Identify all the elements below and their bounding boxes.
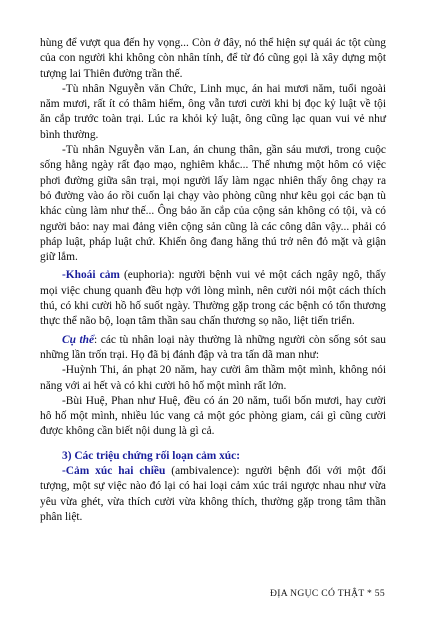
section-heading: 3) Các triệu chứng rối loạn cảm xúc: xyxy=(62,449,240,462)
paragraph-cu-the: Cụ thể: các tù nhân loại này thường là những người còn sống sót sau những lần trốn trại. Họ đã bị đánh đập và tra tấn dã man như: xyxy=(40,333,386,361)
paragraph-nguyen-van-chuc: -Tù nhân Nguyễn văn Chức, Linh mục, án hai mươi năm, tuổi ngoài năm mươi, rất ít có thâm hiểm, ông vẫn tươi cười khi bị đọc kỷ luật về tội ăn cắp trước toàn trại. Lúc ra khỏi kỷ luật, ông cũng lạc quan vui vẻ như bình thường. xyxy=(40,82,386,141)
term-khoai-cam: -Khoái cảm xyxy=(62,269,120,282)
paragraph-khoai-cam: -Khoái cảm (euphoria): người bệnh vui vẻ một cách ngây ngô, thấy mọi việc chung quanh đều hợp với lòng mình, nên cười nói một cách thích thú, có khi cười hồ hố suốt ngày. Thường gặp trong các bệnh có tổn thương thực thể não bộ, loạn tâm thần sau chấn thương sọ não, liệt tiến triển. xyxy=(40,269,386,328)
page-body xyxy=(40,36,386,525)
paragraph-bui-hue: -Bùi Huệ, Phan như Huệ, đều có án 20 năm, tuổi bốn mươi, hay cười hô hố một mình, nhiều lúc vang cả một góc phòng giam, cái gì cũng cười được không cần biết nội dung là gì cả. xyxy=(40,394,386,438)
paragraph-nguyen-van-lan: -Tù nhân Nguyễn văn Lan, án chung thân, gần sáu mươi, trong cuộc sống hằng ngày rất đạo mạo, nghiêm khắc... Thế nhưng một hôm có việc phơi đường giữa sân trại, mọi người lấy làm ngạc nhiên thấy ông chạy ra bỏ đường vào áo rồi cuốn lại chạy vào phòng cũng như kêu gọi các bạn tù khác cùng làm như thế... Ông bảo ăn cắp của cộng sản không có tội, và có người bảo: nay mai đảng viên cộng sản cũng là các công dân vậy... phải có pháp luật, pháp luật chứ. Khiến ông đang hăng thú trở nên đỏ mặt và giận giữ lắm. xyxy=(40,144,386,264)
paragraph-huynh-thi: -Huỳnh Thi, án phạt 20 năm, hay cười âm thầm một mình, không nói năng với ai hết và có khi cười hô hố một mình rất lớn. xyxy=(40,364,386,392)
term-cam-xuc-hai-chieu: -Cảm xúc hai chiều xyxy=(62,465,166,478)
term-cu-the: Cụ thể xyxy=(62,333,95,346)
page-footer: ĐỊA NGỤC CÓ THẬT * 55 xyxy=(270,588,385,599)
paragraph-cam-xuc-hai-chieu: -Cảm xúc hai chiều (ambivalence): người bệnh đối với một đối tượng, một sự việc nào đó lại có hai loại cảm xúc trái ngược nhau như vừa yêu vừa ghét, vừa thích cười vừa không thích, thường gặp trong tâm thần phân liệt. xyxy=(40,465,386,523)
paragraph-intro: hùng để vượt qua đến hy vọng... Còn ở đây, nó thể hiện sự quái ác tột cùng của con người khi không còn nhân tính, để từ đó cũng gọi là xây dựng một tượng lai Thiên đường trần thế. xyxy=(40,37,386,80)
